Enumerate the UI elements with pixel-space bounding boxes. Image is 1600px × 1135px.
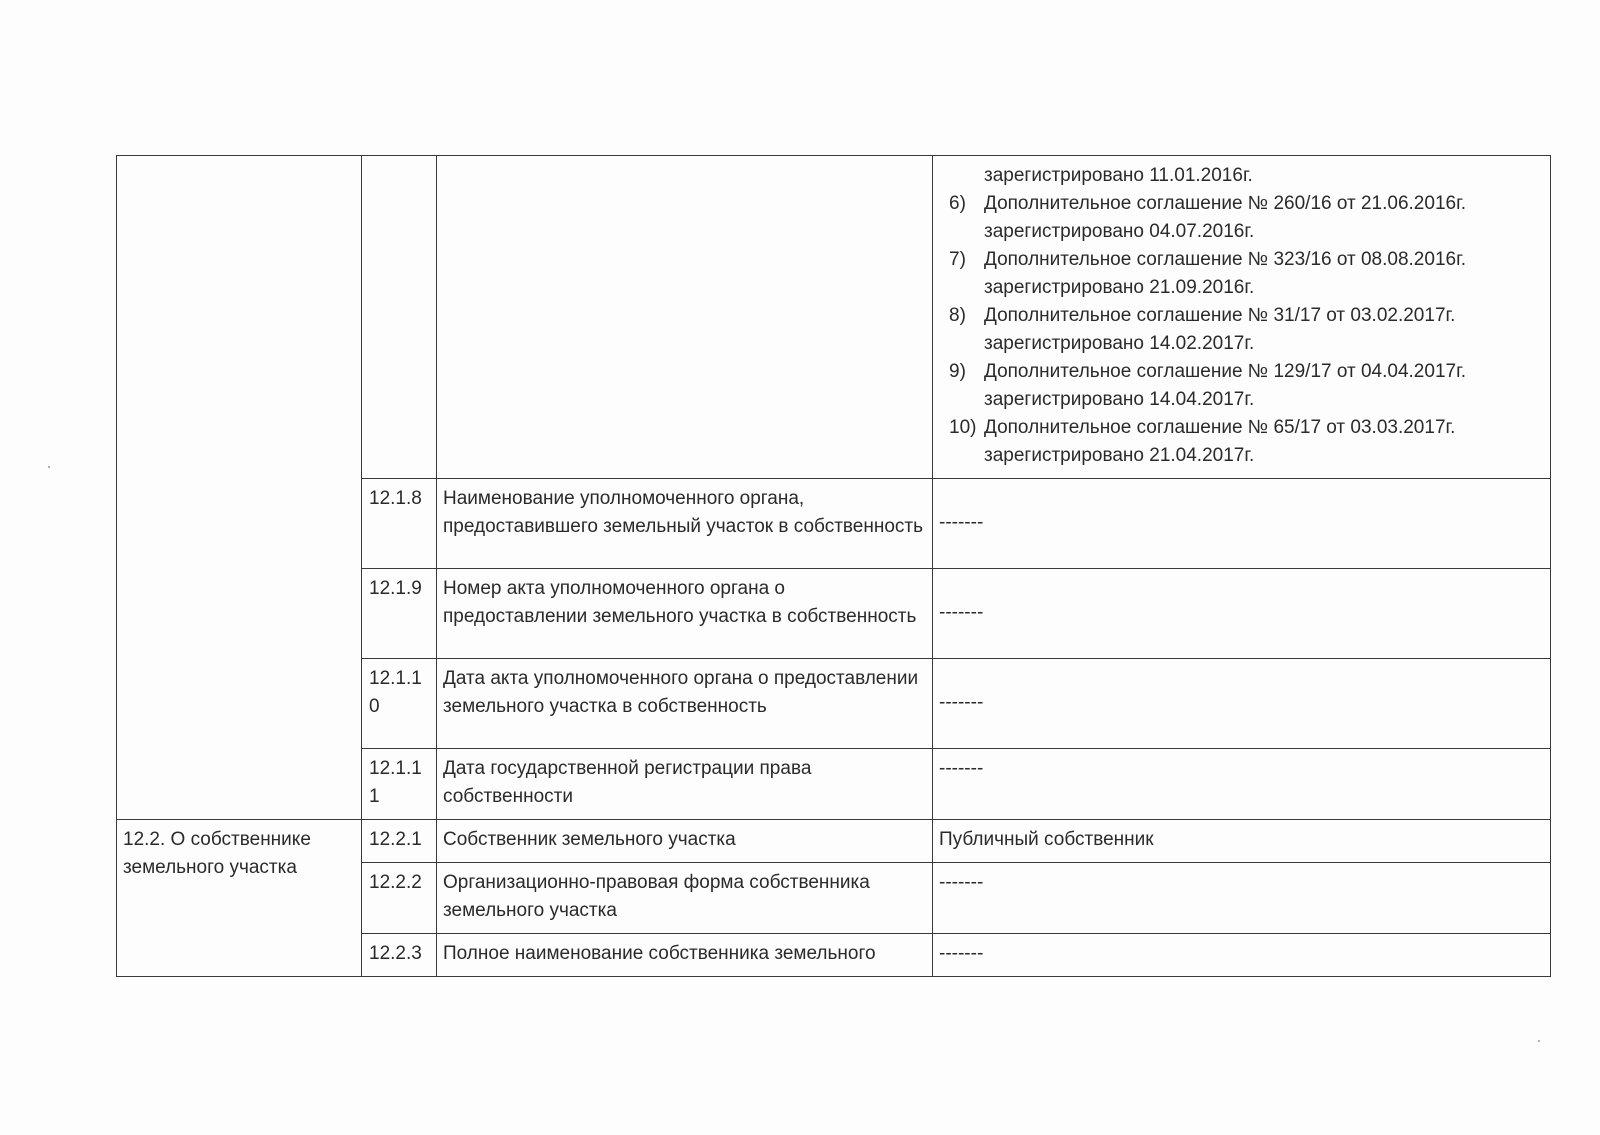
agreements-cell [933,156,1551,479]
list-item-body [984,414,1544,470]
scan-speck [1538,1040,1540,1042]
item-label: Дата акта уполномоченного органа о предоставлении земельного участка в собственность [437,659,933,749]
item-label: Организационно-правовая форма собственника земельного участка [437,863,933,934]
item-number: 12.2.1 [362,820,437,863]
scan-speck [48,466,50,468]
agreement-registration: зарегистрировано 14.02.2017г. [984,333,1255,354]
agreement-title: Дополнительное соглашение № 65/17 от 03.03.2017г. [984,417,1456,438]
list-marker: 7) [949,249,966,270]
item-label: Наименование уполномоченного органа, предоставившего земельный участок в собственность [437,479,933,569]
agreement-title: Дополнительное соглашение № 260/16 от 21.06.2016г. [984,193,1466,214]
table-row-agreements [117,156,1551,479]
item-value: ------- [933,659,1551,749]
agreement-registration: зарегистрировано 04.07.2016г. [984,221,1255,242]
item-label: Номер акта уполномоченного органа о предоставлении земельного участка в собственность [437,569,933,659]
item-number: 12.1.9 [362,569,437,659]
section-12-2-title: 12.2. О собственнике земельного участка [117,820,362,977]
list-item [949,246,1544,302]
agreement-registration: зарегистрировано 21.04.2017г. [984,445,1255,466]
list-item [949,190,1544,246]
item-number: 12.2.2 [362,863,437,934]
item-number: 12.1.8 [362,479,437,569]
item-value: ------- [933,934,1551,977]
item-label: Дата государственной регистрации права собственности [437,749,933,820]
label-cell-empty [437,156,933,479]
list-item-body [984,246,1544,302]
land-plot-info-table [116,155,1551,977]
agreements-list [939,190,1544,470]
agreement-title: Дополнительное соглашение № 31/17 от 03.02.2017г. [984,305,1456,326]
list-marker: 10) [949,417,977,438]
agreement-title: Дополнительное соглашение № 323/16 от 08.08.2016г. [984,249,1466,270]
item-number: 12.1.10 [362,659,437,749]
list-marker: 6) [949,193,966,214]
item-value: ------- [933,479,1551,569]
item-label: Собственник земельного участка [437,820,933,863]
item-value: ------- [933,863,1551,934]
item-number: 12.1.11 [362,749,437,820]
list-marker: 9) [949,361,966,382]
list-item-body [984,358,1544,414]
agreement-registration: зарегистрировано 21.09.2016г. [984,277,1255,298]
list-item [949,358,1544,414]
table-row [117,820,1551,863]
item-value: ------- [933,569,1551,659]
agreement-title: Дополнительное соглашение № 129/17 от 04.04.2017г. [984,361,1466,382]
list-item-body [984,190,1544,246]
item-value: Публичный собственник [933,820,1551,863]
list-item-body [984,302,1544,358]
list-item [949,302,1544,358]
number-cell-empty [362,156,437,479]
agreement-registration: зарегистрировано 14.04.2017г. [984,389,1255,410]
list-item [949,414,1544,470]
item-label: Полное наименование собственника земельного [437,934,933,977]
item-number: 12.2.3 [362,934,437,977]
list-marker: 8) [949,305,966,326]
item-value: ------- [933,749,1551,820]
section-12-1-cell [117,156,362,820]
agreement-5-registration: зарегистрировано 11.01.2016г. [984,165,1253,186]
